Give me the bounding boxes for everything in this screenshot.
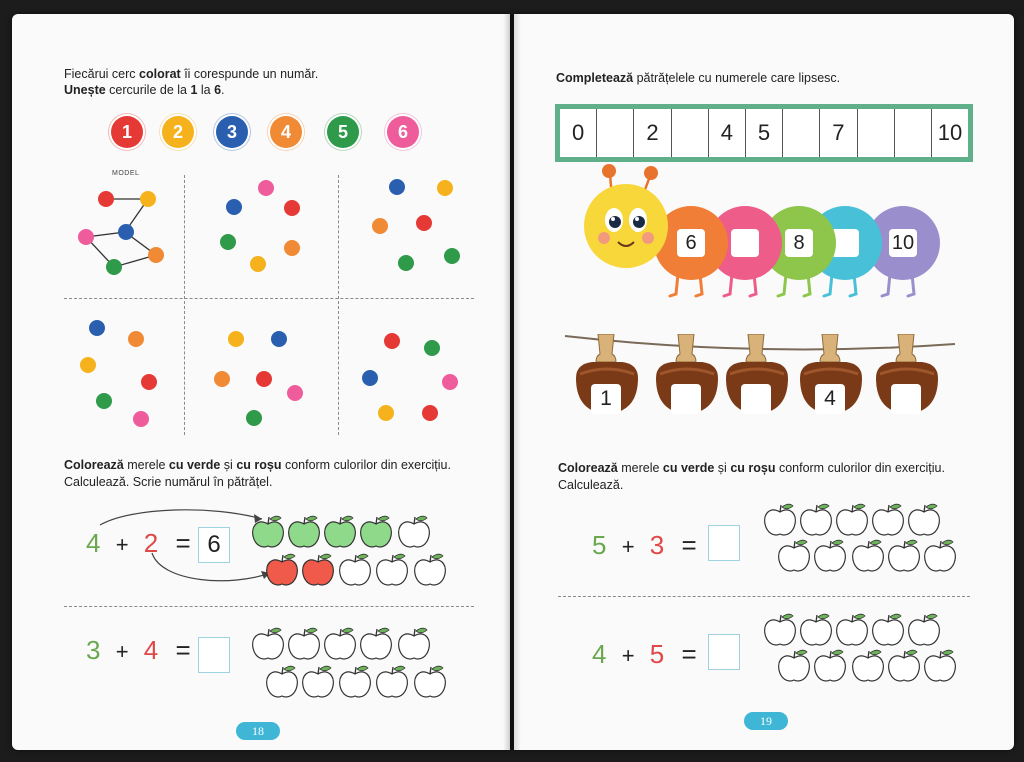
acorn-empty-box[interactable] <box>671 384 701 414</box>
colored-dot[interactable] <box>398 255 414 271</box>
addend-a: 5 <box>592 530 607 560</box>
colored-dot[interactable] <box>118 224 134 240</box>
color-instruction-line-1: Colorează merele cu verde și cu roșu conform culorilor din exercițiu. <box>64 458 451 472</box>
strip-number-cell: 0 <box>560 109 597 157</box>
apple-icon[interactable] <box>870 612 906 648</box>
acorn <box>872 340 942 406</box>
acorn-empty-box[interactable] <box>741 384 771 414</box>
addend-b: 2 <box>143 528 159 558</box>
apple-icon[interactable] <box>812 648 848 684</box>
apple-icon[interactable] <box>300 664 336 700</box>
apple-icon[interactable] <box>374 552 410 588</box>
apple-icon[interactable] <box>412 664 448 700</box>
apple-icon[interactable] <box>250 514 286 550</box>
colored-dot[interactable] <box>133 411 149 427</box>
colored-dot[interactable] <box>148 247 164 263</box>
acorn-number: 1 <box>591 384 621 414</box>
complete-instruction: Completează pătrățelele cu numerele care lipsesc. <box>556 71 841 85</box>
strip-empty-cell[interactable] <box>597 109 634 157</box>
addend-a: 3 <box>86 635 101 665</box>
colored-dot[interactable] <box>256 371 272 387</box>
apple-icon[interactable] <box>850 648 886 684</box>
page-number: 19 <box>744 712 788 730</box>
caterpillar-empty-box[interactable] <box>731 229 759 257</box>
colored-dot[interactable] <box>220 234 236 250</box>
apple-icon[interactable] <box>906 612 942 648</box>
colored-dot[interactable] <box>98 191 114 207</box>
strip-number-cell: 2 <box>634 109 671 157</box>
apple-icon[interactable] <box>762 502 798 538</box>
colored-dot[interactable] <box>246 410 262 426</box>
colored-dot[interactable] <box>226 199 242 215</box>
instruction-line-2: Unește cercurile de la 1 la 6. <box>64 83 225 97</box>
number-circle-2: 2 <box>162 116 194 148</box>
colored-dot[interactable] <box>437 180 453 196</box>
section-divider <box>64 606 474 607</box>
colored-dot[interactable] <box>96 393 112 409</box>
colored-dot[interactable] <box>128 331 144 347</box>
colored-dot[interactable] <box>424 340 440 356</box>
apple-icon[interactable] <box>922 538 958 574</box>
addend-b: 5 <box>649 639 665 669</box>
apple-icon[interactable] <box>412 552 448 588</box>
strip-number-cell: 7 <box>820 109 857 157</box>
equation-1 <box>592 527 697 563</box>
apple-icon[interactable] <box>922 648 958 684</box>
apple-icon[interactable] <box>812 538 848 574</box>
colored-dot[interactable] <box>384 333 400 349</box>
colored-dot[interactable] <box>89 320 105 336</box>
addend-a: 4 <box>86 528 101 558</box>
apple-icon[interactable] <box>358 514 394 550</box>
colored-dot[interactable] <box>141 374 157 390</box>
number-circle-4: 4 <box>270 116 302 148</box>
equals-sign: = <box>681 639 697 669</box>
colored-dot[interactable] <box>284 200 300 216</box>
apple-icon[interactable] <box>374 664 410 700</box>
strip-empty-cell[interactable] <box>858 109 895 157</box>
equation-1 <box>86 525 191 561</box>
apple-icon[interactable] <box>762 612 798 648</box>
colored-dot[interactable] <box>378 405 394 421</box>
section-divider <box>558 596 970 597</box>
color-instruction-line-2: Calculează. Scrie numărul în pătrățel. <box>64 475 273 489</box>
strip-number-cell: 10 <box>937 120 963 145</box>
grid-divider <box>184 175 185 435</box>
number-strip <box>555 104 973 162</box>
number-circle-3: 3 <box>216 116 248 148</box>
apple-icon[interactable] <box>337 664 373 700</box>
caterpillar-number: 10 <box>889 229 917 257</box>
apple-icon[interactable] <box>358 626 394 662</box>
apple-icon[interactable] <box>776 648 812 684</box>
colored-dot[interactable] <box>389 179 405 195</box>
apple-icon[interactable] <box>322 514 358 550</box>
strip-empty-cell[interactable] <box>672 109 709 157</box>
equals-sign: = <box>175 528 191 558</box>
strip-empty-cell[interactable] <box>895 109 932 157</box>
strip-empty-cell[interactable] <box>783 109 820 157</box>
apple-icon[interactable] <box>798 502 834 538</box>
answer-box[interactable]: 6 <box>198 527 230 563</box>
apple-icon[interactable] <box>250 626 286 662</box>
apple-icon[interactable] <box>286 514 322 550</box>
apple-icon[interactable] <box>870 502 906 538</box>
acorn-empty-box[interactable] <box>891 384 921 414</box>
colored-dot[interactable] <box>444 248 460 264</box>
strip-number-cell: 5 <box>746 109 783 157</box>
colored-dot[interactable] <box>106 259 122 275</box>
colored-dot[interactable] <box>442 374 458 390</box>
model-label: MODEL <box>112 170 140 177</box>
number-circle-6: 6 <box>387 116 419 148</box>
face-icon <box>584 184 668 268</box>
strip-number-cell: 4 <box>709 109 746 157</box>
number-circle-1: 1 <box>111 116 143 148</box>
book-spine <box>503 14 521 750</box>
apple-icon[interactable] <box>286 626 322 662</box>
number-circle-5: 5 <box>327 116 359 148</box>
apple-icon[interactable] <box>337 552 373 588</box>
grid-divider <box>64 298 474 299</box>
apple-icon[interactable] <box>850 538 886 574</box>
colored-dot[interactable] <box>271 331 287 347</box>
acorn <box>722 340 792 406</box>
colored-dot[interactable] <box>214 371 230 387</box>
plus-sign: + <box>115 639 129 664</box>
addend-b: 4 <box>143 635 159 665</box>
acorn <box>572 340 642 410</box>
acorn <box>652 340 722 406</box>
colored-dot[interactable] <box>78 229 94 245</box>
apple-icon[interactable] <box>396 514 432 550</box>
color-instruction-line-1: Colorează merele cu verde și cu roșu conform culorilor din exercițiu. <box>558 461 945 475</box>
caterpillar-number: 8 <box>785 229 813 257</box>
colored-dot[interactable] <box>362 370 378 386</box>
colored-dot[interactable] <box>372 218 388 234</box>
apple-icon[interactable] <box>264 664 300 700</box>
colored-dot[interactable] <box>422 405 438 421</box>
acorn <box>796 340 866 410</box>
colored-dot[interactable] <box>228 331 244 347</box>
plus-sign: + <box>621 643 635 668</box>
apple-icon[interactable] <box>834 502 870 538</box>
colored-dot[interactable] <box>287 385 303 401</box>
apple-icon[interactable] <box>906 502 942 538</box>
colored-dot[interactable] <box>416 215 432 231</box>
apple-icon[interactable] <box>834 612 870 648</box>
apple-icon[interactable] <box>798 612 834 648</box>
grid-divider <box>338 175 339 435</box>
apple-icon[interactable] <box>886 648 922 684</box>
answer-box[interactable] <box>708 525 740 561</box>
apple-icon[interactable] <box>300 552 336 588</box>
colored-dot[interactable] <box>250 256 266 272</box>
apple-icon[interactable] <box>264 552 300 588</box>
equation-2 <box>86 632 191 668</box>
apple-icon[interactable] <box>886 538 922 574</box>
caterpillar-number: 6 <box>677 229 705 257</box>
page-number: 18 <box>236 722 280 740</box>
apple-icon[interactable] <box>776 538 812 574</box>
addend-b: 3 <box>649 530 665 560</box>
colored-dot[interactable] <box>80 357 96 373</box>
apple-icon[interactable] <box>396 626 432 662</box>
plus-sign: + <box>621 534 635 559</box>
colored-dot[interactable] <box>140 191 156 207</box>
addend-a: 4 <box>592 639 607 669</box>
answer-box[interactable] <box>198 637 230 673</box>
equals-sign: = <box>681 530 697 560</box>
color-instruction-line-2: Calculează. <box>558 478 624 492</box>
plus-sign: + <box>115 532 129 557</box>
instruction-line-1: Fiecărui cerc colorat îi corespunde un număr. <box>64 67 319 81</box>
apple-icon[interactable] <box>322 626 358 662</box>
caterpillar-head <box>584 184 668 268</box>
equation-2 <box>592 636 697 672</box>
answer-box[interactable] <box>708 634 740 670</box>
equals-sign: = <box>175 635 191 665</box>
acorn-number: 4 <box>815 384 845 414</box>
colored-dot[interactable] <box>258 180 274 196</box>
colored-dot[interactable] <box>284 240 300 256</box>
